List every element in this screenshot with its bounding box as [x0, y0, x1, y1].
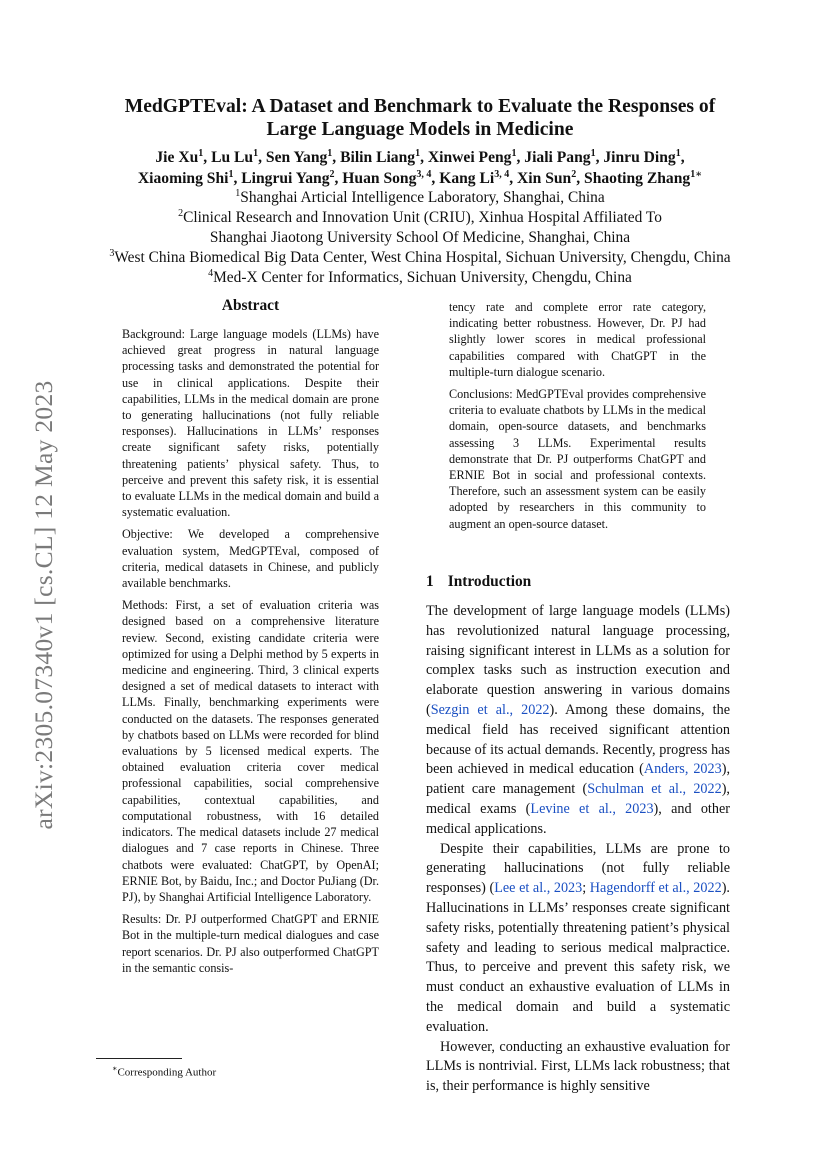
title-line-1: MedGPTEval: A Dataset and Benchmark to Evaluate the Responses of	[124, 96, 716, 117]
affiliation-mark: 4	[208, 267, 214, 279]
author-name: Jiali Pang	[524, 149, 591, 166]
author-sep: ,	[595, 149, 604, 166]
affiliation-line	[70, 248, 770, 268]
affiliation-line	[70, 208, 770, 228]
affiliation-mark: 1	[235, 187, 241, 199]
text-run: ), patient care management (	[426, 761, 730, 798]
intro-paragraph-2	[426, 840, 730, 1038]
author-name: Sen Yang	[265, 149, 328, 166]
footnote-mark: ∗	[112, 1064, 118, 1073]
footnote	[112, 1062, 216, 1080]
author-affil-mark: 1	[590, 147, 596, 159]
introduction-section	[426, 572, 730, 1097]
author-name: Lingrui Yang	[241, 170, 330, 187]
affiliation-text: Med-X Center for Informatics, Sichuan University, Chengdu, China	[213, 269, 632, 286]
author-name: Lu Lu	[211, 149, 254, 166]
affiliation-mark: 2	[178, 207, 184, 219]
abstract-methods: Methods: First, a set of evaluation criteria was designed based on a comprehensive literature review. Second, existing candidate criteria were optimized for using a Delphi method by 5 experts in medicine and engineering. Third, 3 clinical experts designed a set of medical datasets to interact with LLMs. Finally, benchmarking experiments were conducted on the datasets. The responses generated by chatbots based on LLMs were recorded for blind evaluations by 5 licensed medical experts. The obtained evaluation criteria cover medical professional capabilities, social comprehensive capabilities, contextual capabilities, and computational robustness, with 16 detailed indicators. The medical datasets include 27 medical dialogues and 7 case reports in Chinese. Three chatbots were evaluated: ChatGPT, by OpenAI; ERNIE Bot, by Baidu, Inc.; and Doctor PuJiang (Dr. PJ), by Shanghai Artificial Intelligence Laboratory.	[122, 598, 379, 904]
author-affil-mark: 1	[228, 168, 234, 180]
affiliations	[70, 188, 770, 288]
author-sep: ,	[431, 170, 440, 187]
author-name: Shaoting Zhang	[584, 170, 691, 187]
abstract-results-start: Results: Dr. PJ outperformed ChatGPT and ERNIE Bot in the multiple-turn medical dialogues and case report scenarios. Dr. PJ also outperformed ChatGPT in the semantic consis-	[122, 912, 379, 975]
author-name: Huan Song	[342, 170, 417, 187]
author-name: Jinru Ding	[603, 149, 676, 166]
author-sep: ,	[233, 170, 242, 187]
citation-link[interactable]: Anders, 2023	[643, 761, 722, 778]
author-affil-mark: 2	[329, 168, 335, 180]
author-affil-mark: 1	[253, 147, 259, 159]
author-affil-mark: 3, 4	[494, 168, 510, 180]
abstract-objective: Objective: We developed a comprehensive evaluation system, MedGPTEval, composed of criteria, medical datasets in Chinese, and publicly available benchmarks.	[122, 527, 379, 591]
author-name: Jie Xu	[155, 149, 199, 166]
citation-link[interactable]: Schulman et al., 2022	[587, 781, 722, 798]
author-affil-mark: 1∗	[690, 168, 703, 180]
footnote-text: Corresponding Author	[117, 1066, 217, 1079]
author-affil-mark: 1	[327, 147, 333, 159]
author-affil-mark: 1	[675, 147, 681, 159]
text-run: Despite their capabilities, LLMs are prone to generating hallucinations (not fully reliable responses) (	[426, 840, 730, 897]
text-run: ). Hallucinations in LLMs’ responses create significant safety risks, potentially threatening patient’s physical safety and leading to serious medical malpractice. Thus, to perceive and prevent this safety risk, we must conduct an exhaustive evaluation of LLMs in the medical domain and build a systematic evaluation.	[426, 880, 730, 1035]
author-name: Kang Li	[439, 170, 495, 187]
author-sep: ,	[258, 149, 266, 166]
citation-link[interactable]: Lee et al., 2023	[494, 880, 583, 897]
authors-line-2	[80, 168, 760, 189]
abstract-results-end: tency rate and complete error rate category, indicating better robustness. However, Dr. PJ had slightly lower scores in medical professional capabilities compared with ChatGPT in the multiple-turn dialogue scenario.	[449, 300, 706, 379]
affiliation-line	[70, 268, 770, 288]
affiliation-text: Shanghai Jiaotong University School Of Medicine, Shanghai, China	[209, 229, 631, 246]
authors-line-1	[80, 147, 760, 168]
affiliation-text: West China Biomedical Big Data Center, West China Hospital, Sichuan University, Chengdu, China	[114, 249, 731, 266]
citation-link[interactable]: Hagendorff et al., 2022	[589, 880, 722, 897]
author-sep: ,	[509, 170, 518, 187]
citation-link[interactable]: Levine et al., 2023	[530, 800, 654, 817]
footnote-divider	[96, 1058, 182, 1059]
arxiv-stamp-text: arXiv:2305.07340v1 [cs.CL] 12 May 2023	[29, 380, 58, 830]
affiliation-line	[70, 188, 770, 208]
author-name: Xin Sun	[517, 170, 572, 187]
affiliation-line	[70, 228, 770, 248]
arxiv-stamp	[22, 355, 66, 855]
abstract-conclusions: Conclusions: MedGPTEval provides comprehensive criteria to evaluate chatbots by LLMs in the medical domain, open-source datasets, and benchmarks assessing 3 LLMs. Experimental results demonstrate that Dr. PJ outperforms ChatGPT and ERNIE Bot in social and professional contexts. Therefore, such an assessment system can be easily adopted by researchers in this community to augment an open-source dataset.	[449, 387, 706, 531]
author-name: Xiaoming Shi	[137, 170, 229, 187]
section-number: 1	[426, 573, 434, 590]
abstract-background: Background: Large language models (LLMs) have achieved great progress in natural language processing tasks and demonstrated the potential for use in clinical applications. Despite their capabilities, LLMs in the medical domain are prone to generating hallucinations (not fully reliable responses). Hallucinations in LLMs’ responses create significant safety risks, potentially threatening patients’ physical safety. Thus, to perceive and prevent this safety risk, it is essential to evaluate LLMs in the medical domain and build a systematic evaluation.	[122, 327, 379, 520]
text-run: ;	[582, 880, 590, 897]
author-affil-mark: 1	[511, 147, 517, 159]
author-name: Xinwei Peng	[427, 149, 512, 166]
author-name: Bilin Liang	[340, 149, 416, 166]
title-line-2: Large Language Models in Medicine	[266, 119, 574, 140]
author-affil-mark: 1	[198, 147, 204, 159]
text-run: ), medical exams (	[426, 781, 730, 817]
author-affil-mark: 1	[415, 147, 421, 159]
intro-paragraph-3: However, conducting an exhaustive evaluation for LLMs is nontrivial. First, LLMs lack robustness; that is, their performance is highly sensitive	[426, 1038, 730, 1095]
abstract-right-column	[449, 299, 706, 538]
intro-paragraph-1	[426, 602, 730, 840]
author-sep: ,	[420, 149, 428, 166]
author-sep: ,	[203, 149, 212, 166]
author-affil-mark: 2	[571, 168, 577, 180]
affiliation-text: Clinical Research and Innovation Unit (CRIU), Xinhua Hospital Affiliated To	[183, 209, 662, 226]
abstract-heading: Abstract	[221, 297, 280, 314]
author-sep: ,	[516, 149, 525, 166]
text-run: ). Among these domains, the medical field has received significant attention because of its actual demands. Recently, progress has been achieved in medical education (	[426, 701, 730, 778]
citation-link[interactable]: Sezgin et al., 2022	[430, 701, 550, 718]
text-run: ), and other medical applications.	[426, 800, 730, 837]
paper-title	[90, 95, 750, 141]
author-sep: ,	[334, 170, 343, 187]
affiliation-mark: 3	[109, 247, 115, 259]
affiliation-text: Shanghai Articial Intelligence Laboratory, Shanghai, China	[240, 189, 605, 206]
author-sep: ,	[680, 149, 685, 166]
author-affil-mark: 3, 4	[416, 168, 432, 180]
author-sep: ,	[576, 170, 585, 187]
abstract-left-column	[122, 296, 379, 982]
author-list	[80, 147, 760, 189]
text-run: The development of large language models (LLMs) has revolutionized natural language processing, raising significant interest in LLMs as a solution for complex tasks such as instruction execution and elaborate question answering in various domains (	[426, 603, 730, 718]
section-title: Introduction	[447, 573, 532, 590]
author-sep: ,	[332, 149, 341, 166]
section-heading	[426, 572, 730, 592]
